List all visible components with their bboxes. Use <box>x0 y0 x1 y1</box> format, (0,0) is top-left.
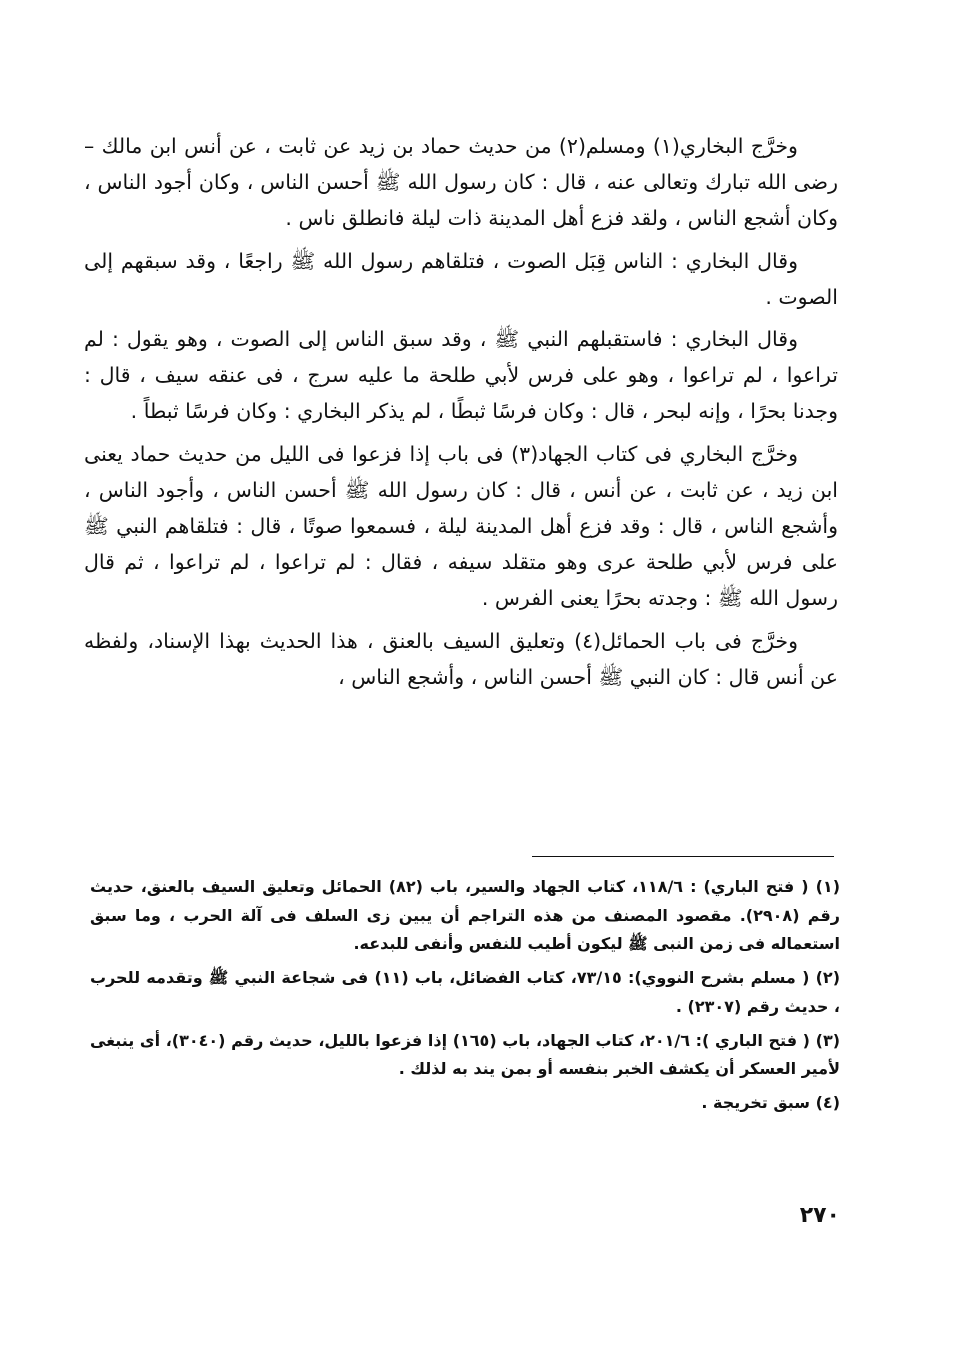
line: سيفه ، فقال : لم تراعوا ، لم تراعوا ، ثم قال رسول الله ﷺ : وجدته بحرًا <box>84 550 838 611</box>
footnote-line: (١) ( فتح الباري) : ١١٨/٦، كتاب الجهاد والسير، باب (٨٢) الحمائل وتعليق السيف بالعنق، <box>140 877 840 896</box>
line: وقال البخاري : فاستقبلهم النبي ﷺ ، وقد سبق الناس إلى الصوت ، وهو <box>176 327 798 352</box>
paragraph-2 <box>84 243 838 315</box>
line: حماد يعنى ابن زيد ، عن ثابت ، عن أنس ، قال : كان رسول الله ﷺ أحسن <box>84 441 838 502</box>
footnote-divider <box>532 856 834 857</box>
paragraph-4 <box>84 436 838 617</box>
line: يعنى الفرس . <box>481 586 599 611</box>
line: وخرَّج البخاري فى كتاب الجهاد(٣) فى باب إذا فزعوا فى الليل من حديث <box>178 441 798 466</box>
line: الإسناد، ولفظه عن أنس قال : كان النبي ﷺ أحسن الناس ، وأشجع الناس ، <box>84 628 838 689</box>
line: سبقهم إلى الصوت . <box>84 248 838 309</box>
footnote-3 <box>90 1027 840 1084</box>
paragraph-3 <box>84 321 838 430</box>
paragraph-1 <box>84 128 838 237</box>
page-number: ٢٧٠ <box>799 1203 840 1228</box>
footnote-1 <box>90 873 840 959</box>
line: وقال البخاري : الناس قِبَل الصوت ، فتلقاهم رسول الله ﷺ راجعًا ، وقد <box>185 248 798 273</box>
footnote-line: حديث رقم (٢٩٠٨). مقصود المصنف من هذه التراجم أن يبين زى السلف فى آلة الحرب ، <box>90 877 840 925</box>
line: ابن مالك – رضى الله تبارك وتعالى عنه ، قال : كان رسول الله ﷺ أحسن <box>84 134 838 195</box>
footnote-line: (٣) ( فتح الباري ): ٢٠١/٦، كتاب الجهاد، باب (١٦٥) إذا فزعوا بالليل، حديث رقم (٣٠٤٠)، <box>165 1030 841 1050</box>
line: عنقه سيف ، قال : وجدنا بحرًا ، وإنه لبحر ، قال : وكان فرسًا ثبطًا ، لم يذكر <box>84 363 838 424</box>
footnote-line: أى ينبغى لأمير العسكر أن يكشف الخبر بنفسه أو بمن يند به لذلك . <box>90 1030 840 1079</box>
footnote-2 <box>90 964 840 1021</box>
footnote-4 <box>90 1089 840 1118</box>
line: فسمعوا صوتًا ، قال : فتلقاهم النبي ﷺ على فرس لأبي طلحة عرى وهو متقلد <box>84 514 838 575</box>
line: وخرَّج فى باب الحمائل(٤) وتعليق السيف بالعنق ، هذا الحديث بهذا <box>219 628 798 653</box>
line: البخاري : وكان فرسًا ثبطاً . <box>130 399 361 424</box>
footnote-line: (٢) ( مسلم بشرح النووي): ٧٣/١٥، كتاب الفضائل، باب (١١) فى شجاعة النبي ﷺ وتقدمه <box>146 968 840 988</box>
footnote-line: (٤) سبق تخريجة . <box>701 1092 840 1112</box>
line: فانطلق ناس . <box>285 206 405 231</box>
main-text <box>84 128 838 695</box>
paragraph-5 <box>84 623 838 695</box>
line: يقول : لم تراعوا ، لم تراعوا ، وهو على فرس لأبي طلحة ما عليه سرج ، فى <box>84 327 838 388</box>
line: الناس ، وكان أجود الناس ، وكان أشجع الناس ، ولقد فزع أهل المدينة ذات ليلة <box>84 170 838 231</box>
line: الناس ، وأجود الناس ، وأشجع الناس ، قال : وقد فزع أهل المدينة ليلة ، <box>84 477 838 539</box>
footnote-line: للحرب ، حديث رقم (٢٣٠٧) . <box>90 968 840 1016</box>
footnote-line: وما سبق استعماله فى زمن النبى ﷺ ليكون أطيب للنفس وأنفى للبدعه. <box>90 905 840 954</box>
line: وخرَّج البخاري(١) ومسلم(٢) من حديث حماد بن زيد عن ثابت ، عن أنس <box>184 134 798 158</box>
footnotes <box>90 873 840 1118</box>
